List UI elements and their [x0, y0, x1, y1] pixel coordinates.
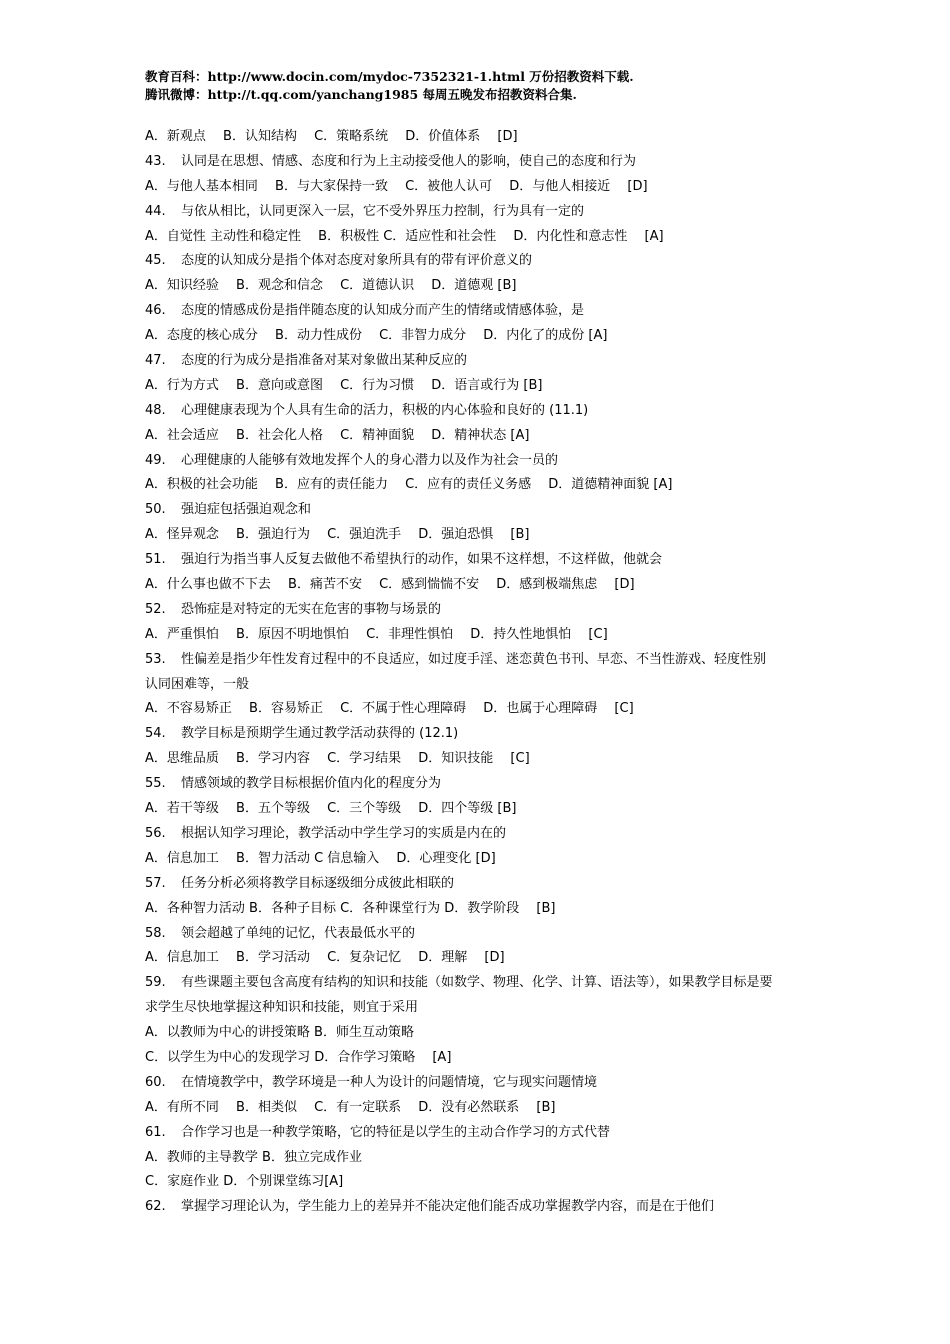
question-text: 情感领域的教学目标根据价值内化的程度分为	[181, 776, 442, 792]
answer-options: A．与他人基本相同 B．与大家保持一致 C．被他人认可 D．与他人相接近 [D]	[145, 178, 648, 194]
question-stem	[145, 598, 815, 623]
question-text: 强迫症包括强迫观念和	[181, 502, 312, 518]
answer-options: A．信息加工 B．智力活动 C 信息输入 D．心理变化 [D]	[145, 850, 496, 866]
question-text: 强迫行为指当事人反复去做他不希望执行的动作，如果不这样想，不这样做，他就会	[181, 552, 663, 568]
question-stem	[145, 249, 815, 274]
answer-options: A．知识经验 B．观念和信念 C．道德认识 D．道德观 [B]	[145, 278, 517, 294]
question-text: 与依从相比，认同更深入一层，它不受外界压力控制，行为具有一定的	[181, 203, 585, 219]
question-number: 47.	[145, 353, 166, 369]
answer-options: A．教师的主导教学 B．独立完成作业	[145, 1149, 362, 1165]
question-number: 62.	[145, 1199, 166, 1215]
question-number: 56.	[145, 825, 166, 841]
question-number: 50.	[145, 502, 166, 518]
answer-options: A．积极的社会功能 B．应有的责任能力 C．应有的责任义务感 D．道德精神面貌 [A]	[145, 477, 673, 493]
question-number: 55.	[145, 776, 166, 792]
question-number: 43.	[145, 153, 166, 169]
question-stem	[145, 200, 815, 225]
answer-options: A．不容易矫正 B．容易矫正 C．不属于性心理障碍 D．也属于心理障碍 [C]	[145, 701, 634, 717]
question-number: 45.	[145, 253, 166, 269]
question-number: 53.	[145, 651, 166, 667]
answer-options: A．信息加工 B．学习活动 C．复杂记忆 D．理解 [D]	[145, 950, 505, 966]
answer-options: A．态度的核心成分 B．动力性成份 C．非智力成分 D．内化了的成份 [A]	[145, 328, 608, 344]
question-text: 教学目标是预期学生通过教学活动获得的 (12.1)	[181, 726, 459, 742]
answer-options: A．怪异观念 B．强迫行为 C．强迫洗手 D．强迫恐惧 [B]	[145, 527, 530, 543]
answer-options: A．新观点 B．认知结构 C．策略系统 D．价值体系 [D]	[145, 129, 518, 144]
answer-options: A．行为方式 B．意向或意图 C．行为习惯 D．语言或行为 [B]	[145, 377, 543, 393]
question-stem	[145, 399, 815, 424]
question-stem	[145, 299, 815, 324]
answer-options: A．社会适应 B．社会化人格 C．精神面貌 D．精神状态 [A]	[145, 427, 530, 443]
question-continuation: 求学生尽快地掌握这种知识和技能，则宜于采用	[145, 1000, 419, 1016]
question-stem	[145, 648, 815, 673]
question-number: 59.	[145, 975, 166, 991]
question-stem	[145, 1121, 815, 1146]
question-text: 有些课题主要包含高度有结构的知识和技能（如数学、物理、化学、计算、语法等），如果教学目标是要	[181, 975, 773, 991]
answer-options: A．若干等级 B．五个等级 C．三个等级 D．四个等级 [B]	[145, 801, 517, 817]
question-stem	[145, 822, 815, 847]
question-text: 恐怖症是对特定的无实在危害的事物与场景的	[181, 601, 442, 617]
question-number: 57.	[145, 875, 166, 891]
question-stem	[145, 1195, 815, 1220]
question-text: 态度的情感成份是指伴随态度的认知成分而产生的情绪或情感体验，是	[181, 303, 585, 319]
answer-options: A．各种智力活动 B．各种子目标 C．各种课堂行为 D．教学阶段 [B]	[145, 900, 556, 916]
answer-options: A．自觉性 主动性和稳定性 B．积极性 C．适应性和社会性 D．内化性和意志性 [A]	[145, 228, 664, 244]
question-text: 在情境教学中，教学环境是一种人为设计的问题情境，它与现实问题情境	[181, 1074, 598, 1090]
answer-options: C．家庭作业 D．个别课堂练习[A]	[145, 1174, 344, 1190]
answer-options: A．有所不同 B．相类似 C．有一定联系 D．没有必然联系 [B]	[145, 1099, 556, 1115]
question-stem	[145, 971, 815, 996]
question-stem	[145, 449, 815, 474]
question-text: 掌握学习理论认为，学生能力上的差异并不能决定他们能否成功掌握教学内容，而是在于他们	[181, 1199, 715, 1215]
question-text: 根据认知学习理论，教学活动中学生学习的实质是内在的	[181, 825, 507, 841]
question-stem	[145, 349, 815, 374]
answer-options: C．以学生为中心的发现学习 D．合作学习策略 [A]	[145, 1049, 452, 1065]
question-number: 51.	[145, 552, 166, 568]
question-number: 60.	[145, 1074, 166, 1090]
question-stem	[145, 150, 815, 175]
header-line-docin: 教育百科：http://www.docin.com/mydoc-7352321-1.html 万份招教资料下载.	[145, 69, 634, 84]
question-number: 61.	[145, 1124, 166, 1140]
question-text: 态度的认知成分是指个体对态度对象所具有的带有评价意义的	[181, 253, 533, 269]
answer-options: A．严重惧怕 B．原因不明地惧怕 C．非理性惧怕 D．持久性地惧怕 [C]	[145, 626, 608, 642]
question-text: 性偏差是指少年性发育过程中的不良适应，如过度手淫、迷恋黄色书刊、早恋、不当性游戏、轻度性别	[181, 651, 767, 667]
question-continuation: 认同困难等，一般	[145, 676, 250, 692]
answer-options: A．以教师为中心的讲授策略 B．师生互动策略	[145, 1025, 414, 1041]
question-text: 任务分析必须将教学目标逐级细分成彼此相联的	[181, 875, 455, 891]
question-stem	[145, 498, 815, 523]
question-stem	[145, 548, 815, 573]
question-list	[145, 125, 815, 1220]
question-text: 认同是在思想、情感、态度和行为上主动接受他人的影响，使自己的态度和行为	[181, 153, 637, 169]
question-number: 48.	[145, 402, 166, 418]
question-number: 54.	[145, 726, 166, 742]
question-number: 52.	[145, 601, 166, 617]
question-text: 态度的行为成分是指准备对某对象做出某种反应的	[181, 353, 468, 369]
question-stem	[145, 772, 815, 797]
header-line-weibo: 腾讯微博：http://t.qq.com/yanchang1985 每周五晚发布招教资料合集.	[145, 87, 577, 102]
question-text: 合作学习也是一种教学策略，它的特征是以学生的主动合作学习的方式代替	[181, 1124, 611, 1140]
question-stem	[145, 872, 815, 897]
question-number: 46.	[145, 303, 166, 319]
question-text: 心理健康表现为个人具有生命的活力，积极的内心体验和良好的 (11.1)	[181, 402, 589, 418]
question-number: 44.	[145, 203, 166, 219]
question-text: 领会超越了单纯的记忆，代表最低水平的	[181, 925, 416, 941]
question-text: 心理健康的人能够有效地发挥个人的身心潜力以及作为社会一员的	[181, 452, 559, 468]
question-stem	[145, 1071, 815, 1096]
answer-options: A．什么事也做不下去 B．痛苦不安 C．感到惴惴不安 D．感到极端焦虑 [D]	[145, 577, 635, 593]
question-stem	[145, 722, 815, 747]
question-number: 49.	[145, 452, 166, 468]
question-stem	[145, 922, 815, 947]
question-number: 58.	[145, 925, 166, 941]
answer-options: A．思维品质 B．学习内容 C．学习结果 D．知识技能 [C]	[145, 751, 530, 767]
document-header	[145, 68, 865, 104]
